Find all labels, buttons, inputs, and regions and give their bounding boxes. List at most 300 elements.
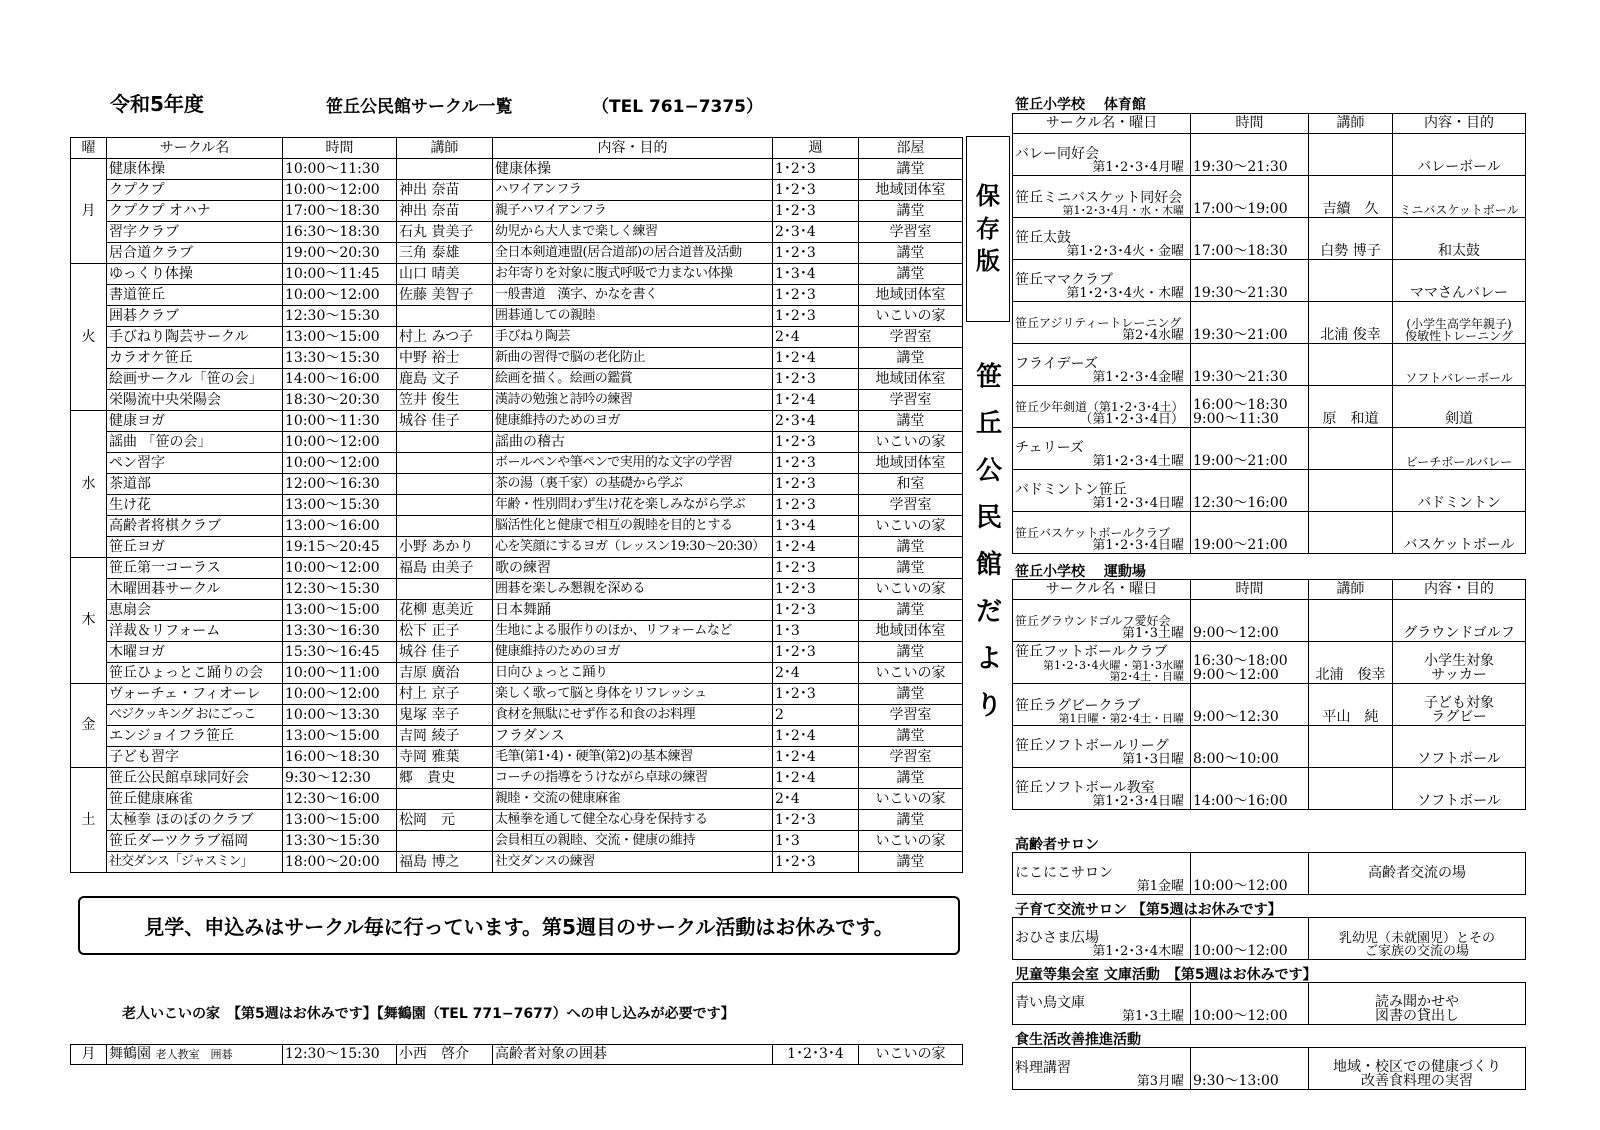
content-cell: 太極拳を通して健全な心身を保持する [493,810,773,831]
teacher-cell: 松下 正子 [397,621,493,642]
content-cell: 健康体操 [493,159,773,180]
room-cell: 講堂 [859,159,963,180]
table-row [71,222,963,243]
name-cell: ペン習字 [107,453,283,474]
table-row [71,789,963,810]
time-cell: 18:30～20:30 [283,390,397,411]
content-line: バスケットボール [1403,537,1515,554]
table-row [71,201,963,222]
room-cell: いこいの家 [859,663,963,684]
day-cell: 水 [71,411,107,558]
week-cell: 1･2･4 [773,747,859,768]
time-cell: 9:30～13:00 [1191,1048,1309,1090]
hozon-char: 保 [976,182,1000,211]
teacher-cell [1309,344,1393,386]
vertical-title-char: だ [975,597,1002,627]
table-row [71,264,963,285]
name-cell: 子ども習字 [107,747,283,768]
circle-day: 第1･2･3･4日曜 [1092,538,1184,554]
content-cell [1393,302,1526,344]
teacher-cell [1309,600,1393,642]
teacher-cell: 神出 奈苗 [397,180,493,201]
col-name: サークル名・曜日 [1013,114,1191,134]
name-cell: 茶道部 [107,474,283,495]
salon-day: 第1金曜 [1136,879,1184,895]
time-line: 19:00～21:00 [1193,453,1288,470]
name-cell: 生け花 [107,495,283,516]
name-cell: 笹丘健康麻雀 [107,789,283,810]
circle-name-cell [1013,134,1191,176]
teacher-cell: 吉原 廣治 [397,663,493,684]
table-row [1013,642,1526,684]
kosodate-name: おひさま広場 [1015,929,1099,946]
col-content: 内容・目的 [493,138,773,159]
circle-day: 第1･2･3･4金曜 [1092,370,1184,386]
ikoi-table [70,1044,963,1065]
time-cell: 10:00～12:00 [283,453,397,474]
table-row [1013,428,1526,470]
week-cell: 1･2･3 [773,474,859,495]
content-cell: 年齢・性別問わず生け花を楽しみながら学ぶ [493,495,773,516]
ground-table [1012,579,1526,810]
teacher-name: 北浦 俊幸 [1320,327,1381,344]
circle-day: 第1･3土曜 [1121,626,1184,642]
teacher-cell [1309,470,1393,512]
table-row [1013,134,1526,176]
col-teacher: 講師 [397,138,493,159]
content-cell: 新曲の習得で脳の老化防止 [493,348,773,369]
week-cell: 1･2･3 [773,453,859,474]
content-cell [1393,600,1526,642]
content-line: バレーボール [1417,159,1501,176]
name-cell: カラオケ笹丘 [107,348,283,369]
time-cell: 12:00～16:30 [283,474,397,495]
room-cell: 和室 [859,474,963,495]
content-line: 乳幼児（未就園児）とその [1338,930,1495,946]
content-line: 小学生対象 [1424,652,1494,669]
circle-day: 第1･2･3･4土曜 [1092,454,1184,470]
time-line: 16:30～18:00 [1193,652,1288,669]
content-line: 剣道 [1445,411,1473,428]
week-cell: 1･2･3 [773,684,859,705]
time-cell [1191,260,1309,302]
content-cell: フラダンス [493,726,773,747]
teacher-name: 吉續 久 [1322,201,1379,218]
content-cell: 高齢者対象の囲碁 [493,1045,773,1065]
table-row [1013,768,1526,810]
table-row [71,390,963,411]
time-line: 19:30～21:00 [1193,327,1288,344]
content-cell: 健康維持のためのヨガ [493,411,773,432]
name-cell: 洋裁＆リフォーム [107,621,283,642]
time-cell [1191,726,1309,768]
time-cell: 12:30～16:00 [283,789,397,810]
week-cell: 2･3･4 [773,222,859,243]
name-cell: 居合道クラブ [107,243,283,264]
col-content: 内容・目的 [1393,114,1526,134]
table-row [71,516,963,537]
content-cell [1309,983,1526,1025]
content-line: 図書の貸出し [1375,1008,1459,1025]
time-cell: 16:00～18:30 [283,747,397,768]
salon-name: にこにこサロン [1015,864,1113,881]
circle-name: バドミントン笹丘 [1015,481,1127,498]
week-cell: 1･2･3 [773,558,859,579]
content-line: 地域・校区での健康づくり [1333,1058,1501,1075]
shoku-name: 料理講習 [1015,1059,1071,1076]
time-line: 12:30～16:00 [1193,495,1288,512]
salon-name-cell [1013,853,1191,895]
teacher-cell: 山口 晴美 [397,264,493,285]
ground-heading: 笹丘小学校 運動場 [1015,564,1146,580]
time-line: 9:00～12:30 [1193,709,1279,726]
table-row [1013,726,1526,768]
room-cell: 講堂 [859,411,963,432]
teacher-cell [1309,218,1393,260]
teacher-cell: 中野 裕士 [397,348,493,369]
notice-box [78,896,960,955]
bunko-name-cell [1013,983,1191,1025]
time-cell: 17:00～18:30 [283,201,397,222]
teacher-cell [1309,768,1393,810]
content-cell [1393,684,1526,726]
content-line: グラウンドゴルフ [1403,625,1515,642]
table-row [71,453,963,474]
week-cell: 2･4 [773,663,859,684]
teacher-cell: 笠井 俊生 [397,390,493,411]
kosodate-heading: 子育て交流サロン 【第5週はお休みです】 [1015,902,1282,918]
content-cell: 会員相互の親睦、交流・健康の維持 [493,831,773,852]
circle-day: 第1･2･3･4火曜・第1･3水曜 [1043,658,1184,672]
circle-name: 笹丘ソフトボール教室 [1015,779,1155,796]
circle-name-cell [1013,386,1191,428]
circle-name-cell [1013,344,1191,386]
gym-heading: 笹丘小学校 体育館 [1015,97,1146,113]
table-row [71,411,963,432]
name-cell: 木曜ヨガ [107,642,283,663]
content-cell: 生地による服作りのほか、リフォームなど [493,621,773,642]
content-line: 和太鼓 [1438,243,1480,260]
table-row [71,558,963,579]
room-cell: 地域団体室 [859,285,963,306]
col-time: 時間 [1191,580,1309,600]
content-cell: 日本舞踊 [493,600,773,621]
content-cell: 茶の湯（裏千家）の基礎から学ぶ [493,474,773,495]
teacher-cell [397,306,493,327]
teacher-cell [1309,726,1393,768]
teacher-cell [397,495,493,516]
table-row [71,285,963,306]
circle-name-sub: 老人教室 囲碁 [155,1048,233,1062]
room-cell: 講堂 [859,264,963,285]
bunko-heading: 児童等集会室 文庫活動 【第5週はお休みです】 [1015,967,1317,983]
content-cell: 謡曲の稽古 [493,432,773,453]
room-cell: 講堂 [859,537,963,558]
name-cell: ゆっくり体操 [107,264,283,285]
circle-name: 笹丘ソフトボールリーグ [1015,737,1169,754]
col-content: 内容・目的 [1393,580,1526,600]
week-cell: 1･2･4 [773,537,859,558]
content-cell: 親睦・交流の健康麻雀 [493,789,773,810]
room-cell: 講堂 [859,348,963,369]
content-cell: 脳活性化と健康で相互の親睦を目的とする [493,516,773,537]
content-cell: お年寄りを対象に腹式呼吸で力まない体操 [493,264,773,285]
time-cell: 10:00～11:00 [283,663,397,684]
content-cell: 絵画を描く。絵画の鑑賞 [493,369,773,390]
table-row [1013,470,1526,512]
time-cell [1191,768,1309,810]
time-line: 9:00～11:30 [1193,411,1279,428]
col-teacher: 講師 [1309,114,1393,134]
room-cell: 学習室 [859,327,963,348]
table-row [1013,344,1526,386]
room-cell: 講堂 [859,684,963,705]
table-row [71,243,963,264]
week-cell: 1･3･4 [773,264,859,285]
name-cell: ベジクッキング おにごっこ [107,705,283,726]
circle-day: 第1･2･3･4月曜 [1092,160,1184,176]
vertical-title-char: 館 [975,550,1002,580]
table-row [1013,684,1526,726]
week-cell: 2･4 [773,327,859,348]
ikoi-heading: 老人いこいの家 【第5週はお休みです】【舞鶴園（TEL 771−7677）への申し込みが必要です】 [122,1006,735,1022]
room-cell: いこいの家 [859,306,963,327]
day-cell: 金 [71,684,107,768]
circle-day: 第2･4水曜 [1121,328,1184,344]
time-line: 19:00～21:00 [1193,537,1288,554]
circle-name [107,1045,283,1065]
time-cell: 10:00～13:30 [283,705,397,726]
teacher-cell: 松岡 元 [397,810,493,831]
bunko-name: 青い鳥文庫 [1015,994,1085,1011]
content-line: 子ども対象 [1424,694,1494,711]
content-cell: 日向ひょっとこ踊り [493,663,773,684]
content-cell: ハワイアンフラ [493,180,773,201]
time-line: 19:30～21:30 [1193,159,1288,176]
table-row [1013,302,1526,344]
content-line: ソフトボール [1417,751,1501,768]
time-cell: 10:00～11:30 [283,159,397,180]
circle-name: 笹丘グラウンドゴルフ愛好会 [1015,613,1171,628]
circle-name-cell [1013,600,1191,642]
teacher-cell: 花柳 恵美近 [397,600,493,621]
room-cell: 講堂 [859,726,963,747]
room-cell: 講堂 [859,201,963,222]
table-row [71,579,963,600]
teacher-name: 北浦 俊幸 [1315,667,1386,684]
kosodate-day: 第1･2･3･4木曜 [1092,944,1184,960]
content-cell [1393,386,1526,428]
time-line: 17:00～19:00 [1193,201,1288,218]
time-line: 17:00～18:30 [1193,243,1288,260]
circle-name: 笹丘少年剣道（第1･2･3･4土） [1015,399,1184,414]
content-line: ミニバスケットボール [1399,203,1519,218]
room-cell: いこいの家 [859,831,963,852]
teacher-cell: 寺岡 雅葉 [397,747,493,768]
time-cell: 13:00～15:00 [283,726,397,747]
week-cell: 1･2･4 [773,726,859,747]
circle-name: チェリーズ [1015,439,1084,456]
vertical-title-char: 丘 [975,409,1002,439]
teacher-name: 平山 純 [1322,709,1379,726]
room-cell: 講堂 [859,243,963,264]
year-label: 令和5年度 [110,92,204,116]
table-row [71,495,963,516]
teacher-cell: 神出 奈苗 [397,201,493,222]
name-cell: 囲碁クラブ [107,306,283,327]
content-cell: ボールペンや筆ペンで実用的な文字の学習 [493,453,773,474]
circle-name-cell [1013,218,1191,260]
table-row [1013,176,1526,218]
teacher-name: 原 和道 [1322,411,1379,428]
time-cell [1191,218,1309,260]
col-day: 曜 [71,138,107,159]
teacher-cell [397,474,493,495]
content-cell: コーチの指導をうけながら卓球の練習 [493,768,773,789]
content-cell [1393,512,1526,554]
circle-name-cell [1013,512,1191,554]
table-row [71,663,963,684]
table-row [1013,1048,1526,1090]
time-cell [1191,344,1309,386]
circle-day: 第1･2･3･4月・水・木曜 [1062,204,1184,218]
circle-name-main: 舞鶴園 [109,1046,151,1063]
hozon-char: 版 [976,247,1000,276]
time-cell: 16:30～18:30 [283,222,397,243]
circle-name: フライデーズ [1015,355,1098,372]
circle-table [70,137,963,873]
teacher-cell: 福島 博之 [397,852,493,873]
bunko-table [1012,982,1526,1025]
teacher-cell [1309,642,1393,684]
time-cell: 9:30～12:30 [283,768,397,789]
content-cell [1309,1048,1526,1090]
time-cell: 10:00～11:45 [283,264,397,285]
tel-label: （TEL 761−7375） [592,97,764,117]
time-cell: 10:00～12:00 [283,558,397,579]
time-cell: 12:30～15:30 [283,579,397,600]
table-row [71,747,963,768]
table-row [1013,386,1526,428]
time-cell: 14:00～16:00 [283,369,397,390]
time-line: 9:00～12:00 [1193,667,1279,684]
content-cell [1393,260,1526,302]
content-cell: 心を笑顔にするヨガ（レッスン19:30～20:30） [493,537,773,558]
content-cell: 手びねり陶芸 [493,327,773,348]
circle-name-cell [1013,260,1191,302]
day-cell: 月 [71,159,107,264]
week-cell: 1･2･3 [773,159,859,180]
content-cell: 社交ダンスの練習 [493,852,773,873]
time-cell: 18:00～20:00 [283,852,397,873]
content-cell [1393,344,1526,386]
teacher-cell: 福島 由美子 [397,558,493,579]
table-row [71,537,963,558]
table-row [1013,512,1526,554]
circle-name: 笹丘アジリティートレーニング [1015,315,1182,330]
content-line: ご家族の交流の場 [1364,944,1469,960]
table-row [71,474,963,495]
page-title: 笹丘公民館サークル一覧 [326,97,513,117]
room-cell: 講堂 [859,852,963,873]
vertical-title-char: 民 [975,503,1002,533]
table-row [1013,918,1526,960]
week-cell: 2 [773,705,859,726]
kosodate-table [1012,917,1526,960]
room-cell: 地域団体室 [859,621,963,642]
week-cell: 1･2･3 [773,201,859,222]
table-row [71,432,963,453]
content-line: バドミントン [1417,495,1501,512]
col-room: 部屋 [859,138,963,159]
content-line: ソフトバレーボール [1405,371,1513,386]
circle-name: バレー同好会 [1015,145,1099,162]
week-cell: 1･2･3･4 [773,1045,859,1065]
time-cell: 10:00～12:00 [1191,983,1309,1025]
table-row [71,684,963,705]
room-cell: 学習室 [859,390,963,411]
room-cell: 講堂 [859,558,963,579]
name-cell: 手びねり陶芸サークル [107,327,283,348]
table-row [1013,600,1526,642]
content-cell [1393,726,1526,768]
teacher-cell: 村上 みつ子 [397,327,493,348]
content-cell: 全日本剣道連盟(居合道部)の居合道普及活動 [493,243,773,264]
time-cell: 13:00～15:00 [283,600,397,621]
shoku-day: 第3月曜 [1136,1074,1184,1090]
content-cell: 幼児から大人まで楽しく練習 [493,222,773,243]
content-cell [1309,918,1526,960]
table-row [1013,218,1526,260]
content-line: ラグビー [1431,709,1487,726]
circle-name: 笹丘ラグビークラブ [1015,697,1141,714]
kosodate-name-cell [1013,918,1191,960]
circle-day: 第1･2･3･4日曜 [1092,794,1184,810]
week-cell: 1･2･3 [773,243,859,264]
time-cell [1191,134,1309,176]
content-cell: 囲碁を楽しみ懇親を深める [493,579,773,600]
room-cell: 地域団体室 [859,180,963,201]
time-cell: 10:00～11:30 [283,411,397,432]
circle-day: 第1･2･3･4火・木曜 [1066,286,1184,302]
teacher-cell [397,453,493,474]
table-row [1013,983,1526,1025]
room-cell: いこいの家 [859,432,963,453]
table-row [71,621,963,642]
week-cell: 1･2･3 [773,642,859,663]
table-row [71,705,963,726]
name-cell: 笹丘ヨガ [107,537,283,558]
week-cell: 1･2･3 [773,495,859,516]
teacher-cell [397,789,493,810]
time-cell: 12:30～15:30 [283,306,397,327]
col-name: サークル名 [107,138,283,159]
name-cell: ヴォーチェ・フィオーレ [107,684,283,705]
teacher-cell [397,831,493,852]
col-time: 時間 [1191,114,1309,134]
name-cell: 社交ダンス「ジャスミン」 [107,852,283,873]
content-cell: 囲碁通しての親睦 [493,306,773,327]
time-cell: 10:00～12:00 [283,432,397,453]
week-cell: 1･2･3 [773,285,859,306]
teacher-cell: 郷 貴史 [397,768,493,789]
bunko-day: 第1･3土曜 [1121,1009,1184,1025]
content-cell [1393,176,1526,218]
teacher-cell [1309,512,1393,554]
table-row [71,642,963,663]
name-cell: 栄陽流中央栄陽会 [107,390,283,411]
name-cell: クプクプ [107,180,283,201]
